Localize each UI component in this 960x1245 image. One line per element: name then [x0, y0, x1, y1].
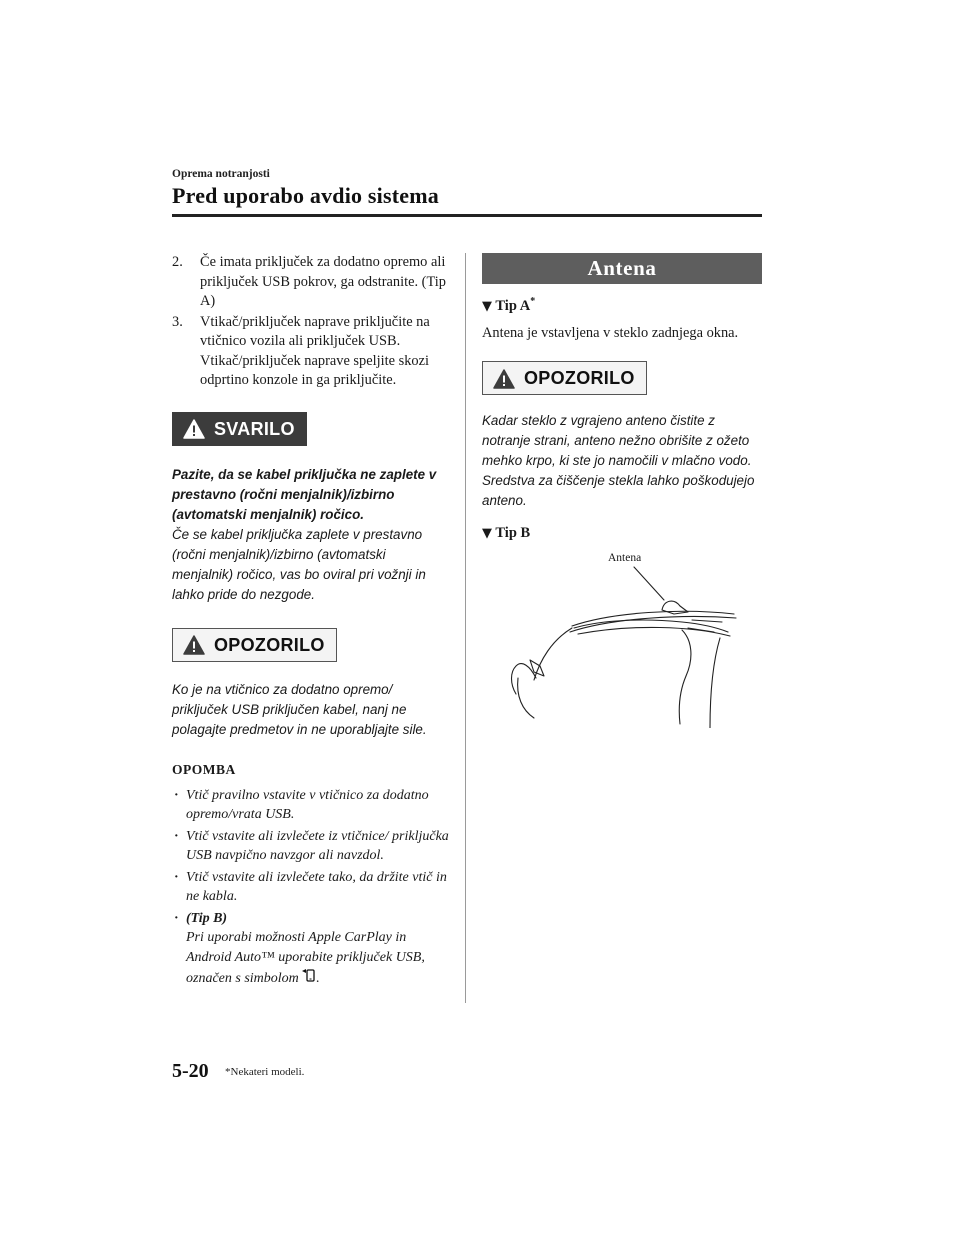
tip-a-text: Antena je vstavljena v steklo zadnjega okna. — [482, 324, 739, 341]
tip-b-heading — [482, 525, 762, 542]
step-text: Če imata priključek za dodatno opremo ali priključek USB pokrov, ga odstranite. (Tip A) — [200, 254, 446, 309]
notice-badge-label: OPOZORILO — [524, 368, 635, 389]
step-number: 2. — [172, 254, 183, 270]
note-item-text: Pri uporabi možnosti Apple CarPlay in Android Auto™ uporabite priključek USB, označen s simbolom — [186, 930, 425, 986]
warning-triangle-icon — [183, 419, 205, 439]
caution-badge-label: SVARILO — [214, 418, 295, 439]
down-triangle-icon: ▼ — [482, 298, 492, 314]
notice-block-right — [482, 361, 762, 511]
warning-triangle-icon — [493, 369, 515, 389]
caution-badge — [172, 412, 307, 446]
warning-triangle-icon — [183, 635, 205, 655]
note-item: · Vtič pravilno vstavite v vtičnico za dodatno opremo/vrata USB. — [172, 786, 450, 825]
note-heading: OPOMBA — [172, 761, 236, 777]
down-triangle-icon: ▼ — [482, 526, 492, 542]
antenna-figure — [482, 548, 762, 728]
note-list — [172, 786, 450, 989]
note-block — [172, 762, 450, 989]
tip-b-label: Tip B — [495, 525, 531, 542]
steps-list — [172, 253, 450, 391]
step-text: Vtikač/priključek naprave priključite na vtičnico vozila ali priključek USB. Vtikač/priključek naprave speljite skozi odprtino konzole in ga priključite. — [200, 313, 430, 388]
caution-body-text: Če se kabel priključka zaplete v prestavno (ročni menjalnik)/izbirno (avtomatski menjalnik) ročico, vas bo oviral pri vožnji in lahko pride do nezgode. — [172, 526, 426, 602]
caution-text — [172, 465, 450, 605]
page-title: Pred uporabo avdio sistema — [172, 183, 439, 208]
antenna-banner: Antena — [482, 253, 762, 284]
caution-bold-text: Pazite, da se kabel priključka ne zaplete v prestavno (ročni menjalnik)/izbirno (avtomatski menjalnik) ročico. — [172, 466, 437, 522]
notice-text: Kadar steklo z vgrajeno anteno čistite z notranje strani, anteno nežno obrišite z ožeto mehko krpo, ki ste jo namočili v mlačno vodo. Sredstva za čiščenje stekla lahko poškodujejo anteno. — [482, 413, 755, 509]
step-item — [172, 313, 450, 391]
rear-hatch-illustration — [482, 548, 762, 728]
note-item-end: . — [316, 971, 320, 986]
notice-block — [172, 628, 450, 740]
step-number: 3. — [172, 313, 183, 330]
notice-badge-label: OPOZORILO — [214, 634, 325, 655]
title-rule — [172, 214, 762, 217]
notice-text: Ko je na vtičnico za dodatno opremo/ priključek USB priključen kabel, nanj ne polagajte predmetov in ne uporabljajte sile. — [172, 681, 427, 737]
step-item — [172, 253, 450, 312]
page-number: 5-20 — [172, 1060, 209, 1082]
notice-badge — [482, 361, 647, 395]
section-label: Oprema notranjosti — [172, 168, 270, 180]
right-column — [482, 253, 762, 728]
phone-usb-icon — [302, 967, 316, 983]
caution-block — [172, 412, 450, 605]
tip-a-heading — [482, 296, 762, 315]
note-item: · Vtič vstavite ali izvlečete tako, da držite vtič in ne kabla. — [172, 868, 450, 907]
note-item-label: · (Tip B) — [186, 910, 228, 926]
tip-a-label: Tip A — [495, 297, 531, 314]
left-column — [172, 253, 450, 991]
footnote: *Nekateri modeli. — [225, 1066, 305, 1078]
notice-badge — [172, 628, 337, 662]
column-divider — [465, 253, 466, 1003]
note-item — [172, 909, 450, 989]
figure-label-antena: Antena — [608, 552, 642, 565]
note-item: · Vtič vstavite ali izvlečete iz vtičnice/ priključka USB navpično navzgor ali navzdol. — [172, 827, 450, 866]
tip-a-asterisk: * — [530, 296, 536, 307]
